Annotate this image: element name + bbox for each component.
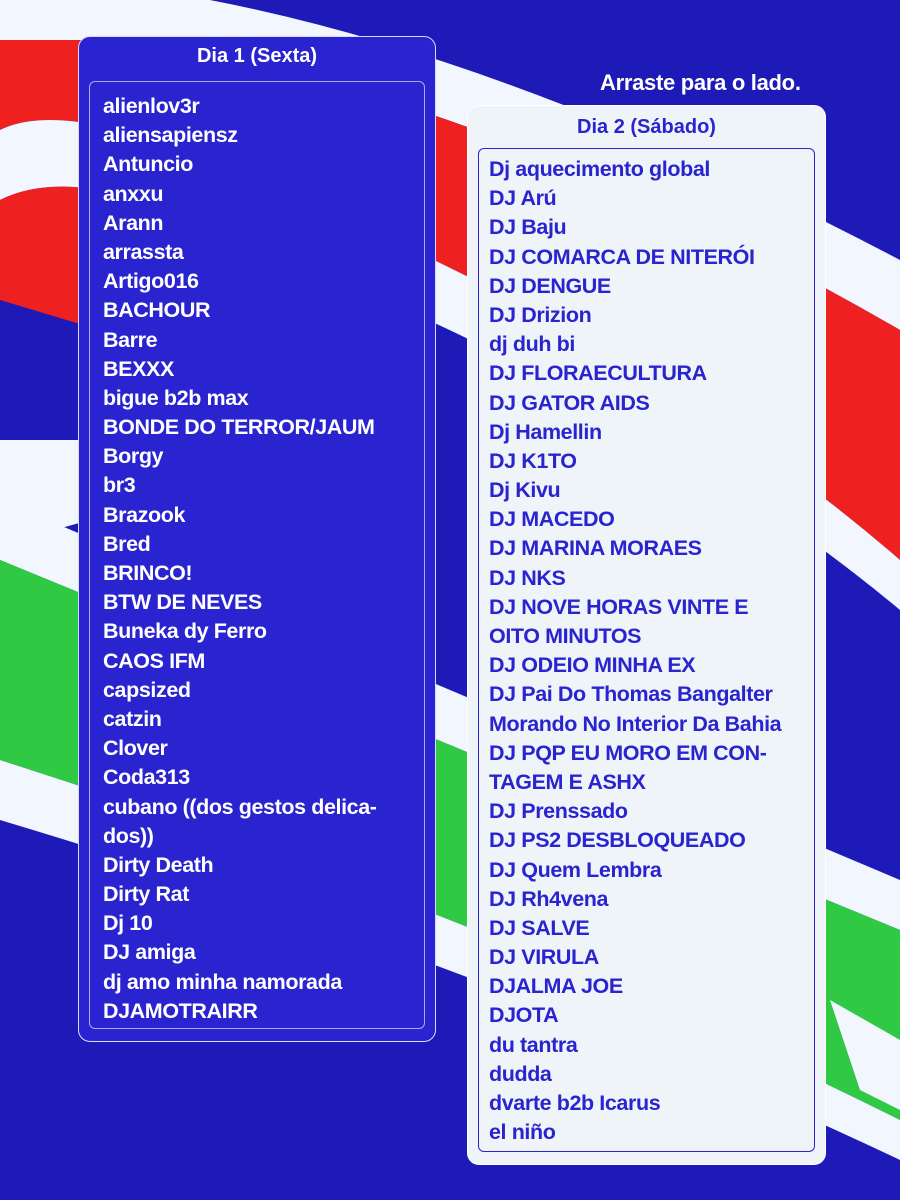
list-item: Brazook [103, 502, 186, 527]
list-item: DJ MARINA MORAES [489, 536, 702, 561]
day1-title: Dia 1 (Sexta) [196, 45, 318, 67]
list-item: DJ K1TO [489, 448, 577, 473]
swipe-hint: Arraste para o lado. [600, 70, 801, 95]
list-item: br3 [103, 473, 136, 498]
list-item: DJ DENGUE [489, 273, 611, 298]
list-item: TAGEM E ASHX [489, 769, 646, 794]
list-item: DJ PS2 DESBLOQUEADO [489, 828, 746, 853]
list-item: BACHOUR [103, 298, 211, 323]
list-item: BEXXX [103, 356, 174, 381]
list-item: dj amo minha namorada [103, 969, 342, 994]
list-item: DJ MACEDO [489, 507, 615, 532]
list-item: catzin [103, 706, 162, 731]
list-item: DJ amiga [103, 940, 196, 965]
list-item: dos)) [103, 823, 154, 848]
list-item: DJ FLORAECULTURA [489, 361, 707, 386]
list-item: Dj aquecimento global [489, 157, 710, 181]
list-item: DJ SALVE [489, 915, 590, 940]
list-item: Dj Hamellin [489, 419, 602, 444]
list-item: OITO MINUTOS [489, 624, 642, 648]
list-item: Bred [103, 531, 151, 556]
list-item: du tantra [489, 1032, 578, 1057]
list-item: DJAMOTRAIRR [103, 998, 258, 1023]
day1-list-box[interactable] [89, 81, 425, 1029]
list-item: Borgy [103, 444, 164, 469]
list-item: BRINCO! [103, 561, 193, 585]
list-item: anxxu [103, 181, 164, 206]
list-item: DJ Pai Do Thomas Bangalter [489, 682, 773, 707]
list-item: DJ VIRULA [489, 945, 599, 970]
list-item: BTW DE NEVES [103, 590, 262, 615]
list-item: DJOTA [489, 1003, 559, 1028]
list-item: DJ Rh4vena [489, 886, 609, 911]
list-item: DJ NKS [489, 565, 566, 590]
day1-lineup-list [103, 92, 420, 1026]
list-item: Dirty Rat [103, 882, 190, 907]
list-item: bigue b2b max [103, 385, 249, 410]
list-item: Morando No Interior Da Bahia [489, 711, 782, 736]
list-item: Artigo016 [103, 269, 199, 294]
list-item: DJ ODEIO MINHA EX [489, 653, 696, 678]
list-item: Buneka dy Ferro [103, 619, 267, 644]
list-item: DJ PQP EU MORO EM CON- [489, 740, 767, 765]
list-item: DJ Prenssado [489, 799, 628, 824]
list-item: Clover [103, 736, 168, 761]
list-item: Dj Kivu [489, 478, 561, 503]
list-item: el niño [489, 1120, 556, 1145]
list-item: Dj 10 [103, 911, 153, 936]
list-item: DJ Baju [489, 215, 567, 240]
list-item: DJ Arú [489, 186, 557, 211]
list-item: BONDE DO TERROR/JAUM [103, 415, 375, 440]
list-item: dj duh bi [489, 332, 575, 357]
day2-title: Dia 2 (Sábado) [577, 116, 716, 138]
list-item: Coda313 [103, 765, 190, 790]
list-item: Dirty Death [103, 852, 214, 877]
list-item: Antuncio [103, 152, 193, 177]
list-item: Barre [103, 327, 158, 352]
day2-list-box[interactable] [478, 148, 815, 1152]
list-item: Arann [103, 210, 164, 235]
list-item: DJ Drizion [489, 302, 592, 327]
list-item: DJ Quem Lembra [489, 857, 662, 882]
list-item: cubano ((dos gestos delica- [103, 794, 377, 819]
list-item: DJ NOVE HORAS VINTE E [489, 594, 749, 619]
day1-card[interactable] [78, 36, 436, 1042]
list-item: aliensapiensz [103, 123, 238, 148]
day2-card[interactable] [467, 105, 826, 1165]
list-item: dvarte b2b Icarus [489, 1091, 661, 1115]
list-item: capsized [103, 677, 191, 702]
list-item: DJ COMARCA DE NITERÓI [489, 244, 755, 269]
list-item: DJ GATOR AIDS [489, 390, 650, 415]
list-item: alienlov3r [103, 94, 200, 118]
list-item: dudda [489, 1061, 552, 1086]
day2-lineup-list [489, 155, 810, 1147]
list-item: CAOS IFM [103, 648, 205, 673]
list-item: DJALMA JOE [489, 974, 623, 999]
list-item: arrassta [103, 239, 184, 264]
